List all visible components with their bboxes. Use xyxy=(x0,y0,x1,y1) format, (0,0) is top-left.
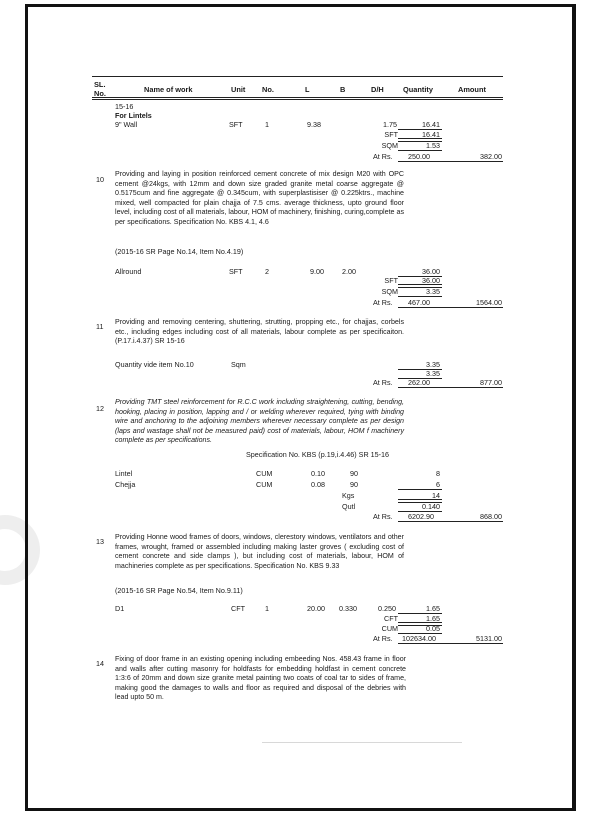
item13-calc-value-1: 1.65 xyxy=(426,614,440,623)
item13-row-l: 20.00 xyxy=(307,604,325,613)
item10-row-no: 2 xyxy=(265,267,269,276)
faint-rule xyxy=(262,742,462,743)
item9-heading: For Lintels xyxy=(115,111,152,120)
item14-description: Fixing of door frame in an existing opening including embeeding Nos. 458.43 frame in floor and walls after cutting masonry for holdfasts for embedding holdfast in cement concrete 1:3:6 of 20mm and down size granite metal painting two coats of coal tar to sides of frame, making good the damages to walls and floor as required and disposal of the debries with lead upto 50 m. xyxy=(115,655,406,702)
item13-row-name: D1 xyxy=(115,604,125,613)
item13-row-b: 0.330 xyxy=(339,604,357,613)
item10-rule-2 xyxy=(398,296,442,297)
item12-row2-unit: CUM xyxy=(256,480,273,489)
item9-row-unit: SFT xyxy=(229,120,243,129)
item13-row-dh: 0.250 xyxy=(378,604,396,613)
item13-bottom-rule xyxy=(398,643,503,644)
item11-rate: 262.00 xyxy=(408,378,430,387)
item11-row-name: Quantity vide item No.10 xyxy=(115,360,194,369)
item13-calc-value-2: 0.05 xyxy=(426,624,440,633)
item12-calc-label-1: Kgs xyxy=(342,491,355,500)
item13-rate-label: At Rs. xyxy=(373,634,393,643)
item10-amount: 1564.00 xyxy=(476,298,502,307)
item10-ref: (2015-16 SR Page No.14, Item No.4.19) xyxy=(115,247,244,256)
item10-no: 10 xyxy=(96,175,104,184)
item9-row-name: 9" Wall xyxy=(115,120,138,129)
item11-calc-value-1: 3.35 xyxy=(426,369,440,378)
item10-calc-value-1: 36.00 xyxy=(422,276,440,285)
item9-calc-value-1: 16.41 xyxy=(422,130,440,139)
item13-description: Providing Honne wood frames of doors, windows, clerestory windows, ventilators and other frames, wrought, framed or assembled including making laster groves ( excluding cost of cement concrete and side clamps ), but including cost of materials, labour, HOM of machineries complete as per specifications. Specification No. KBS 9.33 xyxy=(115,533,404,570)
item12-row2-name: Chejja xyxy=(115,480,136,489)
item13-no: 13 xyxy=(96,537,104,546)
item12-row2-l: 0.08 xyxy=(311,480,325,489)
item11-row-unit: Sqm xyxy=(231,360,246,369)
item12-amount: 868.00 xyxy=(480,512,502,521)
item12-no: 12 xyxy=(96,404,104,413)
item10-row-unit: SFT xyxy=(229,267,243,276)
item10-row-qty: 36.00 xyxy=(422,267,440,276)
item12-description: Providing TMT steel reinforcement for R.C.C work including straightening, cutting, bending, hooking, placing in position, lapping and / or welding wherever required, tying with binding wire and anchoring to the adjoining members wherever necessary complete as per design (laps and wastage shall not be measured paid) cost of materials, labour, HOM f machinery complete as per specifications. xyxy=(115,398,404,445)
item13-ref: (2015-16 SR Page No.54, Item No.9.11) xyxy=(115,586,243,595)
item9-row-qty: 16.41 xyxy=(422,120,440,129)
item13-calc-label-1: CFT xyxy=(384,614,398,623)
item12-rule xyxy=(398,489,442,490)
item9-amount: 382.00 xyxy=(480,152,502,161)
item12-rate-label: At Rs. xyxy=(373,512,393,521)
item14-no: 14 xyxy=(96,659,104,668)
item13-row-unit: CFT xyxy=(231,604,245,613)
header-top-rule xyxy=(92,76,503,77)
item10-description: Providing and laying in position reinforced cement concrete of mix design M20 with OPC cement @24kgs, with 12mm and down size graded granite metal coarse aggregate @ 0.5175cum and fine aggregate @ 0.345cum, with superplastisiser @ 0.225ktrs., machine mixed, well compacted for plain chajja of 7.5 cms. average thickness, upto ground floor level, including cost of all materials, labour, HOM of machinery, finishing, curing,complete as per specifications. Specification No. KBS 4.1, 4.6 xyxy=(115,170,404,226)
item12-calc-label-2: Qutl xyxy=(342,502,356,511)
item12-spec: Specification No. KBS (p.19,i.4.46) SR 15-16 xyxy=(246,450,390,459)
item12-row2-b: 90 xyxy=(350,480,358,489)
item12-bottom-rule xyxy=(398,521,503,522)
item9-row-dh: 1.75 xyxy=(383,120,397,129)
item10-row-name: Allround xyxy=(115,267,142,276)
item13-row-no: 1 xyxy=(265,604,269,613)
item12-calc-value-2: 0.140 xyxy=(422,502,440,511)
item9-row-l: 9.38 xyxy=(307,120,321,129)
item10-rate: 467.00 xyxy=(408,298,430,307)
header-sl: SL. xyxy=(94,80,106,89)
item12-calc-value-1: 14 xyxy=(432,491,440,500)
item12-row1-qty: 8 xyxy=(436,469,440,478)
item13-rate: 102634.00 xyxy=(402,634,436,643)
item13-row-qty: 1.65 xyxy=(426,604,440,613)
item13-calc-label-2: CUM xyxy=(381,624,398,633)
item10-calc-label-1: SFT xyxy=(384,276,398,285)
item12-row1-unit: CUM xyxy=(256,469,273,478)
header-name: Name of work xyxy=(144,85,193,94)
item12-row1-l: 0.10 xyxy=(311,469,325,478)
header-quantity: Quantity xyxy=(403,85,433,94)
item9-calc-label-1: SFT xyxy=(384,130,398,139)
header-nos: No. xyxy=(262,85,274,94)
header-unit: Unit xyxy=(231,85,246,94)
item9-year: 15-16 xyxy=(115,102,134,111)
item10-row-b: 2.00 xyxy=(342,267,356,276)
item11-row-qty: 3.35 xyxy=(426,360,440,369)
header-l: L xyxy=(305,85,310,94)
item11-description: Providing and removing centering, shuttering, strutting, propping etc., for chajjas, corbels etc., including edges including cost of all materials, labour complete as per specificaiton. (P.17.i.4.37) SR 15-16 xyxy=(115,318,404,346)
item12-row1-name: Lintel xyxy=(115,469,133,478)
item10-rate-label: At Rs. xyxy=(373,298,393,307)
item9-rule-2 xyxy=(398,150,442,151)
item9-calc-value-2: 1.53 xyxy=(426,141,440,150)
item9-rate-label: At Rs. xyxy=(373,152,393,161)
item11-bottom-rule xyxy=(398,387,503,388)
item11-amount: 877.00 xyxy=(480,378,502,387)
item10-bottom-rule xyxy=(398,307,503,308)
item12-rate: 6202.90 xyxy=(408,512,434,521)
item11-rate-label: At Rs. xyxy=(373,378,393,387)
item12-row2-qty: 6 xyxy=(436,480,440,489)
item11-no: 11 xyxy=(96,322,104,331)
header-dh: D/H xyxy=(371,85,384,94)
item9-bottom-rule xyxy=(398,161,503,162)
header-no: No. xyxy=(94,89,106,98)
item9-row-no: 1 xyxy=(265,120,269,129)
item10-calc-label-2: SQM xyxy=(381,287,398,296)
item10-row-l: 9.00 xyxy=(310,267,324,276)
header-bottom-rule-2 xyxy=(92,99,503,100)
item12-row1-b: 90 xyxy=(350,469,358,478)
item9-rate: 250.00 xyxy=(408,152,430,161)
header-b: B xyxy=(340,85,346,94)
header-amount: Amount xyxy=(458,85,486,94)
item13-amount: 5131.00 xyxy=(476,634,502,643)
item10-calc-value-2: 3.35 xyxy=(426,287,440,296)
item9-calc-label-2: SQM xyxy=(381,141,398,150)
